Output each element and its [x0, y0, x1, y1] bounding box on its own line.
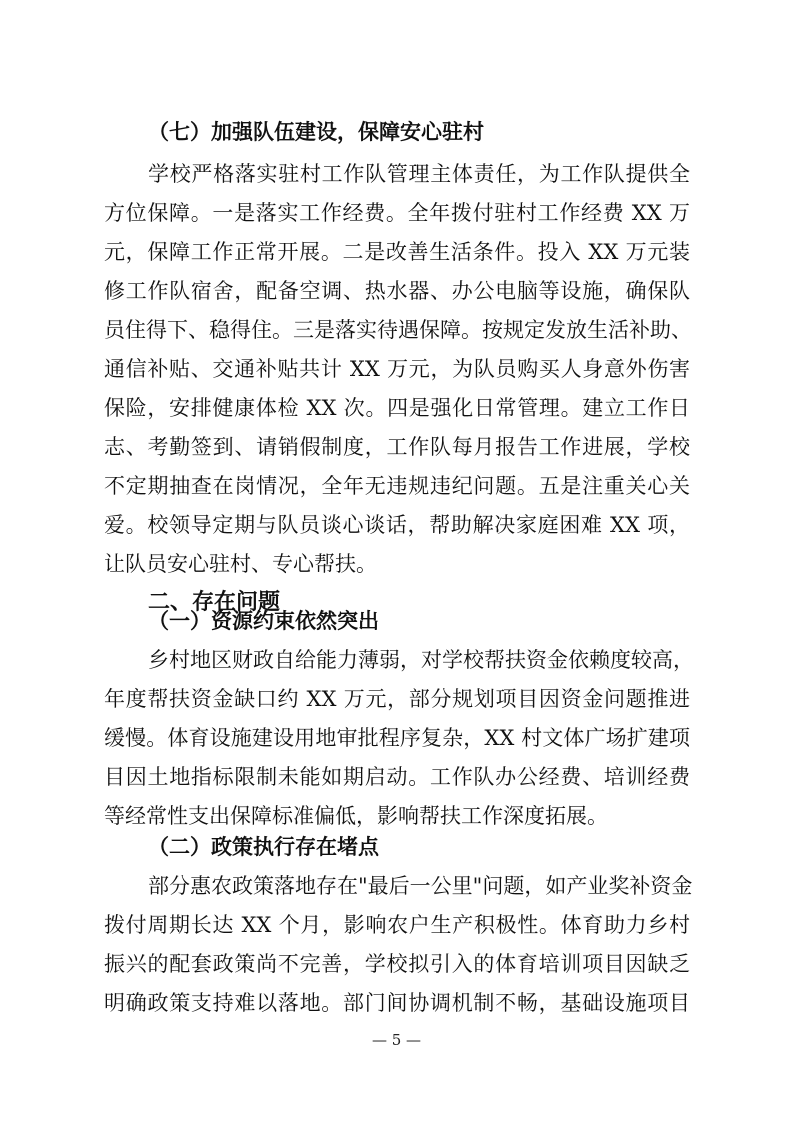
- page-number: — 5 —: [371, 1031, 422, 1049]
- paragraph-text: 等经常性支出保障标准偏低，影响帮扶工作深度拓展。: [104, 804, 608, 828]
- paragraph-text: 保险，安排健康体检 XX 次。四是强化日常管理。建立工作日: [104, 396, 690, 420]
- subsection-heading-1-text: （一）资源约束依然突出: [148, 608, 379, 633]
- paragraph-text: 让队员安心驻村、专心帮扶。: [104, 552, 377, 576]
- paragraph-text: 方位保障。一是落实工作经费。全年拨付驻村工作经费 XX 万: [104, 201, 690, 225]
- paragraph-text: 明确政策支持难以落地。部门间协调机制不畅，基础设施项目: [104, 991, 690, 1015]
- paragraph-text: 拨付周期长达 XX 个月，影响农户生产积极性。体育助力乡村: [104, 913, 690, 937]
- paragraph-text: 员住得下、稳得住。三是落实待遇保障。按规定发放生活补助、: [104, 318, 692, 342]
- paragraph-text: 志、考勤签到、请销假制度，工作队每月报告工作进展，学校: [104, 435, 690, 459]
- paragraph-text: 缓慢。体育设施建设用地审批程序复杂，XX 村文体广场扩建项: [104, 726, 690, 750]
- paragraph-text: 修工作队宿舍，配备空调、热水器、办公电脑等设施，确保队: [104, 279, 690, 303]
- paragraph-text: 振兴的配套政策尚不完善，学校拟引入的体育培训项目因缺乏: [104, 952, 690, 976]
- section-heading-two-text: 二、存在问题: [148, 590, 281, 615]
- paragraph-text: 目因土地指标限制未能如期启动。工作队办公经费、培训经费: [104, 765, 690, 789]
- paragraph-text: 元，保障工作正常开展。二是改善生活条件。投入 XX 万元装: [104, 240, 690, 264]
- paragraph-text: 爱。校领导定期与队员谈心谈话，帮助解决家庭困难 XX 项，: [104, 513, 690, 537]
- paragraph-text: 学校严格落实驻村工作队管理主体责任，为工作队提供全: [148, 162, 690, 186]
- paragraph-text: 部分惠农政策落地存在"最后一公里"问题，如产业奖补资金: [148, 874, 693, 898]
- paragraph-text: 年度帮扶资金缺口约 XX 万元，部分规划项目因资金问题推进: [104, 687, 690, 711]
- section-heading-7-text: （七）加强队伍建设，保障安心驻村: [148, 119, 484, 144]
- subsection-heading-2-text: （二）政策执行存在堵点: [148, 834, 379, 859]
- paragraph-text: 不定期抽查在岗情况，全年无违规违纪问题。五是注重关心关: [104, 474, 690, 498]
- paragraph-text: 乡村地区财政自给能力薄弱，对学校帮扶资金依赖度较高，: [148, 648, 694, 672]
- paragraph-text: 通信补贴、交通补贴共计 XX 万元，为队员购买人身意外伤害: [104, 357, 690, 381]
